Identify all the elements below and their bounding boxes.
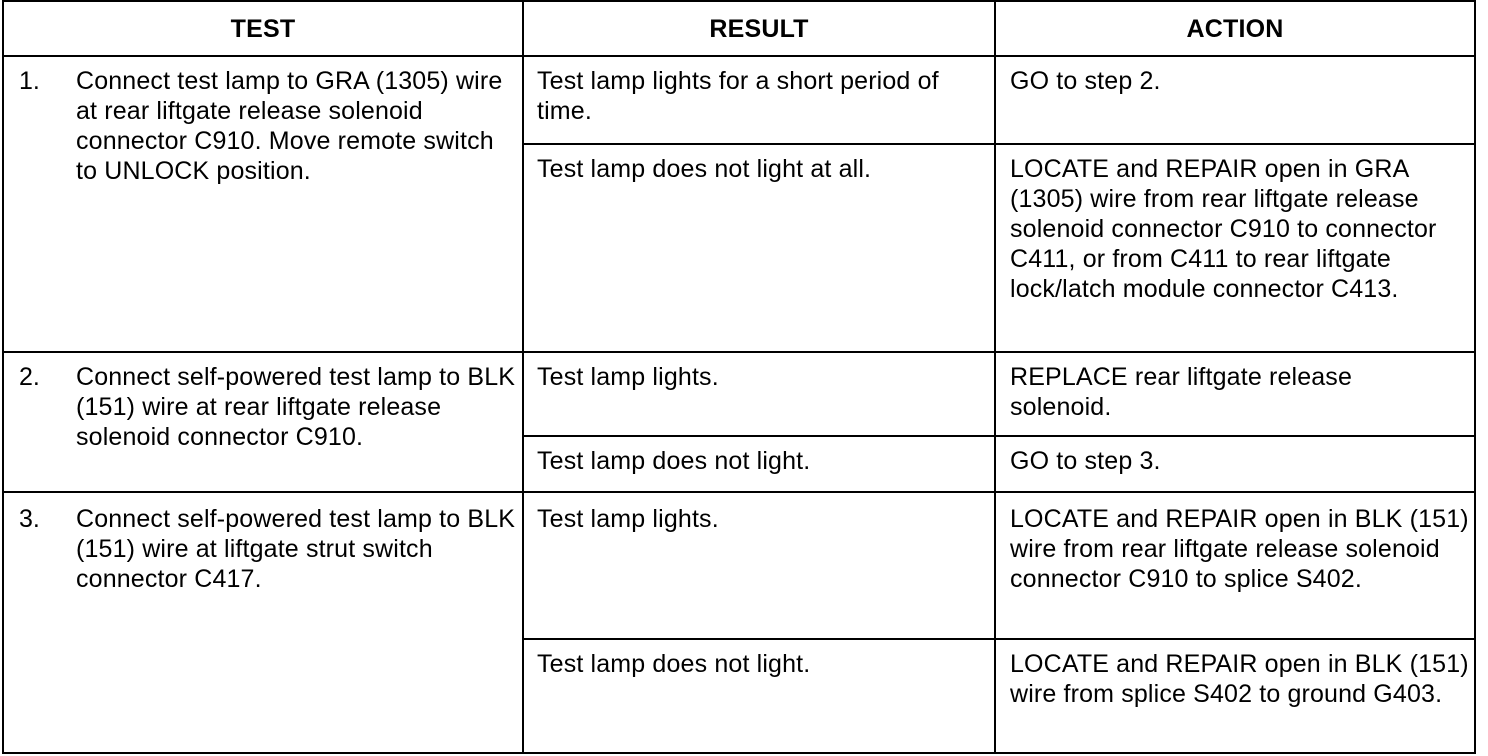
header-test: TEST (230, 14, 296, 43)
test-instruction: Connect self-powered test lamp to BLK (151) wire at liftgate strut switch connector C417. (76, 505, 523, 593)
header-action: ACTION (1186, 14, 1284, 43)
step-number: 3. (19, 505, 40, 533)
result-text: Test lamp does not light. (537, 650, 811, 678)
row-divider-2a (522, 435, 1474, 437)
diagnostic-table (2, 0, 1476, 754)
action-text: LOCATE and REPAIR open in BLK (151) wire from splice S402 to ground G403. (1010, 650, 1476, 708)
result-text: Test lamp lights for a short period of time. (537, 67, 946, 125)
action-text: REPLACE rear liftgate release solenoid. (1010, 363, 1360, 421)
step-number: 1. (19, 67, 40, 95)
result-text: Test lamp does not light. (537, 447, 811, 475)
result-text: Test lamp lights. (537, 363, 719, 391)
action-text: GO to step 3. (1010, 447, 1161, 475)
row-divider-1a (522, 143, 1474, 145)
result-text: Test lamp does not light at all. (537, 155, 872, 183)
result-text: Test lamp lights. (537, 505, 719, 533)
row-divider-1 (4, 351, 1474, 353)
header-result: RESULT (709, 14, 809, 43)
row-divider-2 (4, 491, 1474, 493)
test-instruction: Connect test lamp to GRA (1305) wire at rear liftgate release solenoid connector C910. Move remote switch to UNLOCK position. (76, 67, 510, 185)
step-number: 2. (19, 363, 40, 391)
test-instruction: Connect self-powered test lamp to BLK (151) wire at rear liftgate release solenoid connector C910. (76, 363, 523, 451)
action-text: LOCATE and REPAIR open in GRA (1305) wire from rear liftgate release solenoid connector C910 to connector C411, or from C411 to rear liftgate lock/latch module connector C413. (1010, 155, 1444, 303)
row-divider-3a (522, 638, 1474, 640)
action-text: LOCATE and REPAIR open in BLK (151) wire from rear liftgate release solenoid connector C910 to splice S402. (1010, 505, 1476, 593)
action-text: GO to step 2. (1010, 67, 1161, 95)
